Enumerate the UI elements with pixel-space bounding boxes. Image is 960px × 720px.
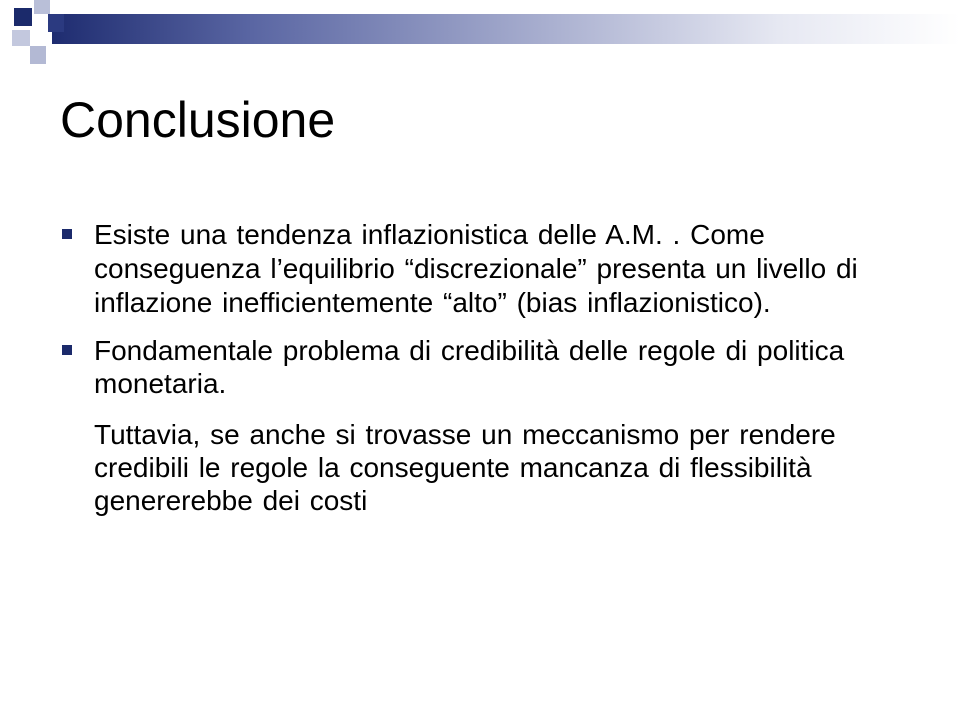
slide-body [60, 218, 910, 517]
decorative-square [12, 30, 30, 46]
bullet-item [60, 334, 910, 400]
decorative-square [48, 14, 64, 32]
slide-title: Conclusione [60, 92, 336, 148]
decorative-square [34, 0, 50, 14]
header-gradient-bar [52, 14, 960, 44]
bullet-item [60, 218, 910, 320]
decorative-square [14, 8, 32, 26]
bullet-text: Fondamentale problema di credibilità delle regole di politica monetaria. [94, 335, 845, 399]
decorative-square [30, 46, 46, 64]
body-paragraph: Tuttavia, se anche si trovasse un meccanismo per rendere credibili le regole la conseguente mancanza di flessibilità genererebbe dei costi [94, 419, 836, 516]
square-bullet-icon [62, 345, 72, 355]
square-bullet-icon [62, 229, 72, 239]
bullet-text: Esiste una tendenza inflazionistica delle A.M. . Come conseguenza l’equilibrio “discrezionale” presenta un livello di inflazione inefficientemente “alto” (bias inflazionistico). [94, 219, 858, 318]
